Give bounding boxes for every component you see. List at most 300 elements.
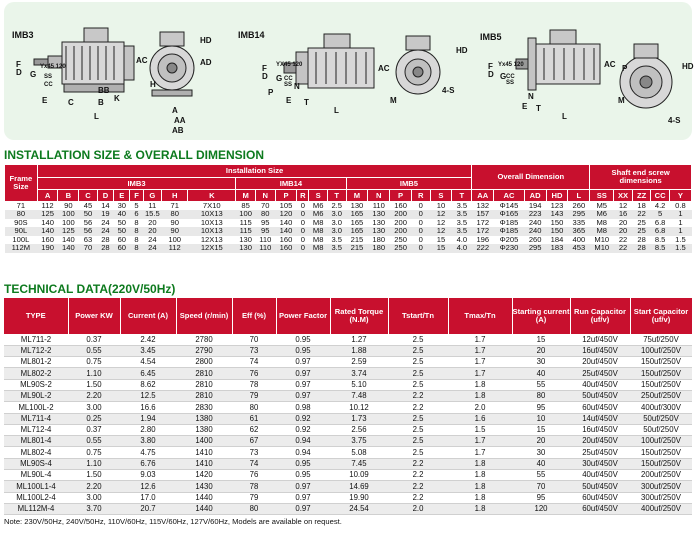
table-cell: 0.94 xyxy=(276,436,330,447)
table-cell: 123 xyxy=(550,201,564,210)
table-cell: M8 xyxy=(590,227,614,236)
table-cell: 0 xyxy=(297,210,309,219)
table-cell: 3.0 xyxy=(327,227,346,236)
table-cell: 1.7 xyxy=(448,357,512,368)
table-cell: 2.5 xyxy=(388,368,448,379)
table-cell: 0.37 xyxy=(68,334,120,345)
dim-f: F xyxy=(16,60,21,69)
inst-col-header: N xyxy=(255,190,275,202)
imb5-dim-ac: AC xyxy=(604,60,616,69)
dim-b: B xyxy=(98,98,104,107)
table-cell: 2.5 xyxy=(388,447,448,458)
table-cell: 3.5 xyxy=(456,201,468,210)
table-cell: 3.70 xyxy=(68,503,120,514)
table-cell: 1.94 xyxy=(120,413,176,424)
imb5-dim-f: F xyxy=(488,62,493,71)
table-cell: 20 xyxy=(143,227,162,236)
table-cell: M6 xyxy=(590,210,614,219)
table-cell: 0 xyxy=(418,218,423,227)
imb5-front-drawing xyxy=(620,44,672,108)
table-row xyxy=(4,436,692,447)
inst-col-header: HD xyxy=(546,190,568,202)
table-cell: 2830 xyxy=(176,402,232,413)
table-cell: 12 xyxy=(618,201,628,210)
imb14-dim-g: G xyxy=(276,74,283,83)
table-cell: 200 xyxy=(390,210,412,219)
table-cell: 140 xyxy=(58,244,79,253)
table-cell: 20uf/450V xyxy=(570,357,630,368)
table-cell: 1.8 xyxy=(448,470,512,481)
table-cell: 150uf/250V xyxy=(630,458,692,469)
table-row xyxy=(5,236,692,245)
table-cell: 0.8 xyxy=(675,201,686,210)
table-cell: 1.10 xyxy=(68,458,120,469)
table-cell: 2.5 xyxy=(331,201,343,210)
inst-col-header: AC xyxy=(494,190,525,202)
table-cell: 15 xyxy=(512,334,570,345)
table-cell: 1380 xyxy=(176,413,232,424)
inst-col-header: T xyxy=(452,190,472,202)
table-cell: 115 xyxy=(239,218,252,227)
table-cell: 2.20 xyxy=(68,390,120,401)
table-cell: 2.2 xyxy=(388,390,448,401)
table-cell: 2.5 xyxy=(388,424,448,435)
tech-col-header: Start Capacitor (uf/v) xyxy=(630,298,692,334)
table-cell: 19 xyxy=(97,210,113,219)
table-cell: 0.97 xyxy=(276,357,330,368)
table-cell: 2.42 xyxy=(120,334,176,345)
imb5-side-drawing xyxy=(516,30,600,90)
table-cell: 130 xyxy=(368,227,390,236)
table-cell: 172 xyxy=(472,227,494,236)
inst-col-header: M xyxy=(236,190,256,202)
table-cell: 15 xyxy=(512,424,570,435)
table-cell: 222 xyxy=(472,244,494,253)
table-cell: 0.55 xyxy=(68,345,120,356)
table-cell: 100 xyxy=(236,210,256,219)
imb5-dim-4s: 4-S xyxy=(668,116,681,125)
table-cell: 56 xyxy=(79,227,98,236)
table-cell: 140 xyxy=(275,227,297,236)
table-cell: 130 xyxy=(372,218,386,227)
table-row xyxy=(4,357,692,368)
table-cell: 79 xyxy=(232,390,276,401)
table-cell: 50 xyxy=(79,210,98,219)
table-cell: 80 xyxy=(162,210,188,219)
inst-col-header: N xyxy=(368,190,390,202)
table-cell: 4.0 xyxy=(456,235,468,244)
table-cell: 70 xyxy=(79,244,98,253)
dim-ac: AC xyxy=(136,56,148,65)
imb14-dim-hd: HD xyxy=(456,46,468,55)
table-cell: 157 xyxy=(472,210,494,219)
table-cell: 14.69 xyxy=(330,481,388,492)
table-cell: 3.5 xyxy=(327,244,346,253)
inst-col-header: Y xyxy=(669,190,691,202)
table-cell: 2.5 xyxy=(388,334,448,345)
table-cell: 3.0 xyxy=(327,210,346,219)
table-cell: 25 xyxy=(632,227,651,236)
imb14-front-drawing xyxy=(396,36,440,94)
table-cell: 20 xyxy=(512,436,570,447)
table-cell: ML801-4 xyxy=(4,436,68,447)
imb14-dim-ss: SS xyxy=(284,82,293,88)
table-cell: 0 xyxy=(412,244,431,253)
dim-l: L xyxy=(94,112,99,121)
table-cell: 7.45 xyxy=(330,458,388,469)
table-cell: 73 xyxy=(232,447,276,458)
table-cell: 63 xyxy=(83,235,93,244)
table-cell: 0 xyxy=(297,244,309,253)
dim-c: C xyxy=(68,98,74,107)
imb14-dim-f: F xyxy=(262,64,267,73)
technical-table xyxy=(4,298,693,515)
table-cell: 3.5 xyxy=(456,218,468,227)
table-cell: 0.95 xyxy=(276,345,330,356)
inst-col-header: B xyxy=(58,190,79,202)
table-cell: 90L xyxy=(5,227,38,236)
inst-col-header: K xyxy=(188,190,236,202)
table-cell: ML90L-2 xyxy=(4,390,68,401)
table-cell: 95 xyxy=(255,227,275,236)
table-cell: 130 xyxy=(350,201,364,210)
table-cell: 80 xyxy=(232,402,276,413)
inst-col-header: E xyxy=(114,190,130,202)
table-cell: 2810 xyxy=(176,390,232,401)
imb14-dim-d: D xyxy=(262,72,268,81)
table-cell: 1.7 xyxy=(448,447,512,458)
table-cell: 0 xyxy=(300,218,306,227)
table-cell: 20 xyxy=(614,227,633,236)
table-cell: 400uf/300V xyxy=(630,402,692,413)
tech-col-header: Tstart/Tn xyxy=(388,298,448,334)
table-cell: 2.56 xyxy=(330,424,388,435)
table-cell: 2.5 xyxy=(388,379,448,390)
imb14-header: IMB14 xyxy=(236,178,346,190)
table-cell: 12.5 xyxy=(120,390,176,401)
table-cell: 11 xyxy=(148,201,157,210)
imb14-dim-4s: 4-S xyxy=(442,86,455,95)
table-cell: 24 xyxy=(143,244,162,253)
table-cell: 50uf/450V xyxy=(570,481,630,492)
inst-col-header: S xyxy=(309,190,328,202)
table-cell: 6.8 xyxy=(651,227,670,236)
table-cell: 20.7 xyxy=(120,503,176,514)
table-cell: 12X15 xyxy=(188,244,236,253)
table-cell: 1.5 xyxy=(669,244,691,253)
table-cell: 150uf/250V xyxy=(630,357,692,368)
table-cell: 150uf/250V xyxy=(630,368,692,379)
table-cell: 0.97 xyxy=(276,390,330,401)
table-cell: 10 xyxy=(512,413,570,424)
overall-dimension-header: Overall Dimension xyxy=(472,165,590,190)
table-cell: 2.5 xyxy=(388,357,448,368)
shaft-screw-header: Shaft end screw dimensions xyxy=(590,165,692,190)
table-cell: M6 xyxy=(312,201,324,210)
tech-col-header: Eff (%) xyxy=(232,298,276,334)
inst-col-header: T xyxy=(327,190,346,202)
table-cell: 3.5 xyxy=(331,235,343,244)
table-cell: 2810 xyxy=(176,368,232,379)
table-cell: 17.0 xyxy=(120,492,176,503)
table-cell: 1440 xyxy=(176,492,232,503)
table-cell: 250 xyxy=(390,244,412,253)
table-cell: 67 xyxy=(232,436,276,447)
table-cell: 0.55 xyxy=(68,436,120,447)
table-cell: 14 xyxy=(101,201,110,210)
table-cell: 8 xyxy=(134,235,139,244)
table-cell: 260 xyxy=(528,235,542,244)
table-cell: ML90L-4 xyxy=(4,470,68,481)
table-cell: 2.80 xyxy=(120,424,176,435)
table-cell: 1430 xyxy=(176,481,232,492)
imb5-dim-yx: Yx45 120 xyxy=(498,62,524,68)
table-cell: 90 xyxy=(64,201,73,210)
table-cell: 0.75 xyxy=(68,447,120,458)
tech-col-header: Speed (r/min) xyxy=(176,298,232,334)
table-cell: 6.45 xyxy=(120,368,176,379)
table-cell: 1.7 xyxy=(448,345,512,356)
inst-col-header: C xyxy=(79,190,98,202)
dim-e: E xyxy=(42,96,48,105)
imb14-dim-t: T xyxy=(304,98,309,107)
table-cell: 16uf/450V xyxy=(570,424,630,435)
table-cell: 4.2 xyxy=(654,201,666,210)
table-cell: 0.98 xyxy=(276,402,330,413)
table-cell: 196 xyxy=(476,235,490,244)
table-cell: 60 xyxy=(114,244,130,253)
table-cell: M8 xyxy=(309,227,328,236)
table-cell: 70 xyxy=(261,201,270,210)
table-cell: 2.20 xyxy=(68,481,120,492)
table-cell: 95 xyxy=(512,402,570,413)
table-cell: 95 xyxy=(512,492,570,503)
table-cell: ML711-4 xyxy=(4,413,68,424)
table-cell: 7.48 xyxy=(330,390,388,401)
table-cell: 95 xyxy=(261,218,270,227)
table-row xyxy=(5,210,692,219)
table-cell: 24 xyxy=(101,218,110,227)
table-cell: 8.5 xyxy=(651,244,670,253)
table-cell: 1420 xyxy=(176,470,232,481)
table-cell: 180 xyxy=(368,244,390,253)
table-cell: 165 xyxy=(350,218,364,227)
inst-col-header: M xyxy=(346,190,368,202)
table-cell: 78 xyxy=(232,379,276,390)
imb5-dim-hd: HD xyxy=(682,62,694,71)
table-cell: 71 xyxy=(170,201,179,210)
table-cell: 110 xyxy=(259,235,272,244)
table-cell: 0 xyxy=(300,235,306,244)
table-cell: 12 xyxy=(430,210,452,219)
imb5-label: IMB5 xyxy=(480,32,502,42)
table-cell: 0.95 xyxy=(276,458,330,469)
table-cell: 1.5 xyxy=(675,235,686,244)
table-cell: 3.0 xyxy=(331,218,343,227)
inst-col-header: R xyxy=(297,190,309,202)
table-cell: 50 xyxy=(117,218,127,227)
table-cell: 1380 xyxy=(176,424,232,435)
table-cell: 2.5 xyxy=(388,345,448,356)
imb5-dim-g: G xyxy=(500,72,507,81)
table-cell: 140 xyxy=(37,227,58,236)
table-cell: 183 xyxy=(546,244,568,253)
table-cell: 140 xyxy=(279,218,293,227)
table-cell: 240 xyxy=(524,227,546,236)
table-cell: 250uf/250V xyxy=(630,390,692,401)
inst-col-header: ZZ xyxy=(632,190,651,202)
table-cell: 8 xyxy=(130,244,143,253)
table-cell: 25 xyxy=(637,218,646,227)
table-row xyxy=(4,503,692,514)
table-cell: 80 xyxy=(512,390,570,401)
table-cell: 2780 xyxy=(176,334,232,345)
inst-col-header: L xyxy=(568,190,590,202)
table-cell: M10 xyxy=(594,235,610,244)
table-cell: 4.75 xyxy=(120,447,176,458)
table-row xyxy=(5,244,692,253)
table-cell: 120 xyxy=(275,210,297,219)
table-cell: 400 xyxy=(572,235,586,244)
imb14-dim-cc: CC xyxy=(284,76,293,82)
imb3-header: IMB3 xyxy=(37,178,236,190)
table-cell: 295 xyxy=(568,210,590,219)
table-cell: 40uf/450V xyxy=(570,379,630,390)
table-cell: 160 xyxy=(394,201,407,210)
table-cell: 2.2 xyxy=(388,402,448,413)
dim-ab: AB xyxy=(172,126,184,135)
table-cell: 28 xyxy=(101,235,110,244)
table-cell: 250 xyxy=(394,235,407,244)
table-cell: 6.76 xyxy=(120,458,176,469)
table-cell: 28 xyxy=(97,244,113,253)
table-row xyxy=(4,492,692,503)
table-cell: 160 xyxy=(275,244,297,253)
tech-col-header: Starting current (A) xyxy=(512,298,570,334)
table-cell: 1.8 xyxy=(448,390,512,401)
table-cell: 0.97 xyxy=(276,492,330,503)
inst-col-header: G xyxy=(143,190,162,202)
table-cell: 10.09 xyxy=(330,470,388,481)
table-cell: 0.95 xyxy=(276,334,330,345)
tech-col-header: Run Capacitor (uf/v) xyxy=(570,298,630,334)
table-cell: 400uf/250V xyxy=(630,503,692,514)
table-row xyxy=(4,368,692,379)
table-cell: 20 xyxy=(618,218,628,227)
tech-col-header: Rated Torque (N.M) xyxy=(330,298,388,334)
table-cell: 25uf/450V xyxy=(570,368,630,379)
table-cell: 2.2 xyxy=(388,470,448,481)
table-cell: 100uf/250V xyxy=(630,436,692,447)
inst-col-header: H xyxy=(162,190,188,202)
table-cell: 100 xyxy=(168,235,182,244)
table-cell: M8 xyxy=(312,218,324,227)
table-cell: 12.6 xyxy=(120,481,176,492)
table-cell: 160 xyxy=(279,235,293,244)
table-cell: 110 xyxy=(255,244,275,253)
table-cell: ML112M-4 xyxy=(4,503,68,514)
table-cell: Φ145 xyxy=(499,201,519,210)
table-cell: 1.7 xyxy=(448,368,512,379)
table-cell: 100 xyxy=(58,210,79,219)
table-cell: 1.10 xyxy=(68,368,120,379)
table-cell: 8.62 xyxy=(120,379,176,390)
inst-col-header: AD xyxy=(524,190,546,202)
imb14-dim-l: L xyxy=(334,106,339,115)
table-cell: 4.0 xyxy=(452,244,472,253)
table-cell: 100uf/250V xyxy=(630,345,692,356)
table-cell: 74 xyxy=(232,458,276,469)
table-cell: 180 xyxy=(372,235,386,244)
table-cell: Φ165 xyxy=(494,210,525,219)
table-cell: 75uf/250V xyxy=(630,334,692,345)
table-cell: 1.8 xyxy=(448,492,512,503)
table-cell: 50uf/450V xyxy=(570,390,630,401)
table-cell: ML712-2 xyxy=(4,345,68,356)
inst-col-header: S xyxy=(430,190,452,202)
table-cell: 2.2 xyxy=(388,481,448,492)
imb14-dim-p: P xyxy=(268,88,274,97)
table-cell: 40 xyxy=(512,368,570,379)
table-cell: 40uf/450V xyxy=(570,470,630,481)
table-cell: M10 xyxy=(590,244,614,253)
table-cell: 1.88 xyxy=(330,345,388,356)
dim-hd: HD xyxy=(200,36,212,45)
table-cell: 1.8 xyxy=(448,458,512,469)
tech-col-header: TYPE xyxy=(4,298,68,334)
table-cell: 1.8 xyxy=(448,503,512,514)
table-row xyxy=(4,458,692,469)
table-cell: 24 xyxy=(97,227,113,236)
inst-col-header: AA xyxy=(472,190,494,202)
table-cell: 0 xyxy=(418,235,423,244)
table-cell: 3.45 xyxy=(120,345,176,356)
table-cell: 3.5 xyxy=(452,210,472,219)
table-cell: ML712-4 xyxy=(4,424,68,435)
table-row xyxy=(4,345,692,356)
table-cell: 150 xyxy=(546,227,568,236)
table-cell: 194 xyxy=(528,201,542,210)
inst-col-header: R xyxy=(412,190,431,202)
inst-col-header: A xyxy=(37,190,58,202)
imb14-dim-yx: YX45 120 xyxy=(276,62,303,68)
imb5-dim-m: M xyxy=(618,96,625,105)
dim-bb: BB xyxy=(98,86,110,95)
table-cell: 25uf/450V xyxy=(570,447,630,458)
imb5-dim-ss: SS xyxy=(506,80,515,86)
table-cell: 223 xyxy=(524,210,546,219)
table-cell: 22 xyxy=(614,244,633,253)
table-row xyxy=(4,390,692,401)
table-cell: M8 xyxy=(312,235,324,244)
table-cell: 1400 xyxy=(176,436,232,447)
dim-aa: AA xyxy=(174,116,186,125)
table-cell: 130 xyxy=(368,210,390,219)
table-cell: 12X13 xyxy=(200,235,223,244)
table-cell: 60uf/450V xyxy=(570,492,630,503)
table-cell: 0.97 xyxy=(276,379,330,390)
inst-col-header: CC xyxy=(651,190,670,202)
table-cell: 22 xyxy=(632,210,651,219)
table-cell: 74 xyxy=(232,357,276,368)
table-cell: 5.08 xyxy=(330,447,388,458)
table-cell: 78 xyxy=(232,481,276,492)
table-cell: 1.6 xyxy=(448,413,512,424)
table-cell: 6.8 xyxy=(654,218,666,227)
table-cell: 12 xyxy=(430,227,452,236)
table-cell: 150 xyxy=(550,218,564,227)
table-cell: 62 xyxy=(232,424,276,435)
